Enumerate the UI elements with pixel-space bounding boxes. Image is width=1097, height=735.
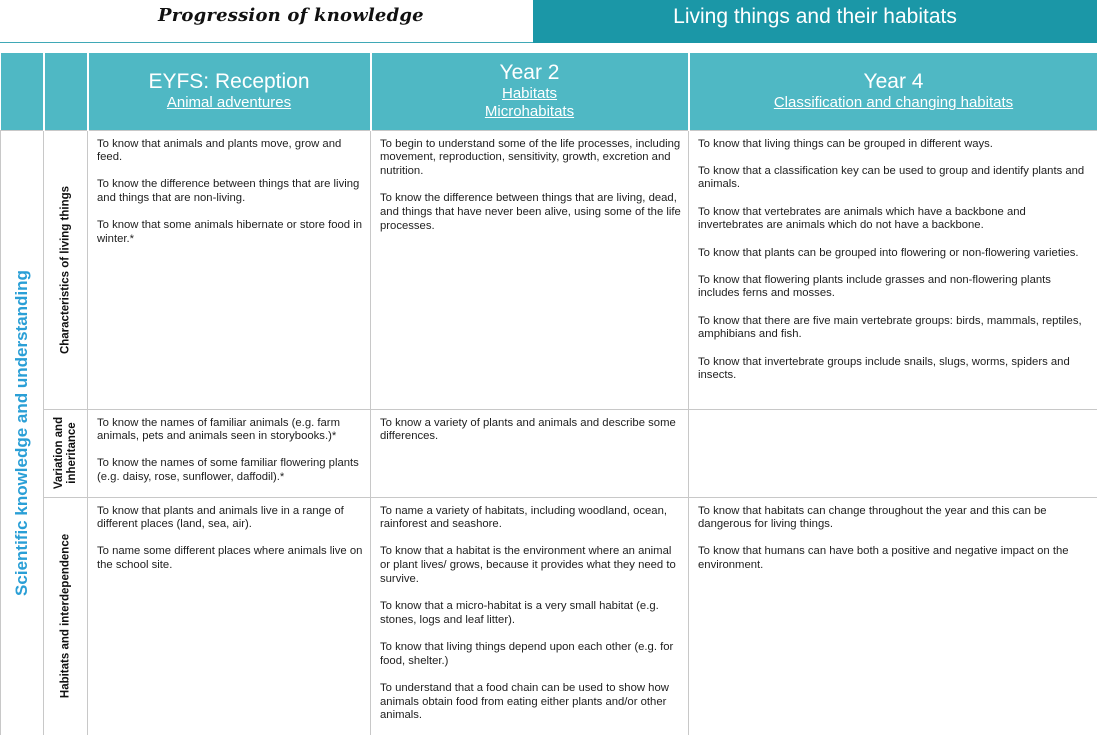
row-label-line: inheritance	[65, 422, 78, 484]
row-label	[53, 417, 79, 489]
knowledge-item: To know that living things can be grouped in different ways.	[698, 137, 993, 150]
knowledge-item: To name some different places where animals live on the school site.	[97, 545, 363, 572]
knowledge-item: To know the names of some familiar flowering plants (e.g. daisy, rose, sunflower, daffodil).*	[97, 457, 359, 484]
content-cell	[88, 409, 371, 497]
row-label-cell	[44, 409, 88, 497]
column-header-eyfs	[88, 53, 371, 130]
knowledge-item: To know that plants can be grouped into flowering or non-flowering varieties.	[698, 246, 1079, 259]
content-cell	[88, 497, 371, 735]
progression-title: Progression of knowledge	[158, 5, 424, 26]
content-cell	[689, 497, 1097, 735]
header-row	[1, 53, 1097, 130]
knowledge-item: To begin to understand some of the life processes, including movement, reproduction, sensitivity, growth, excretion and nutrition.	[380, 137, 681, 177]
column-year: EYFS: Reception	[148, 70, 310, 94]
row-variation	[1, 409, 1097, 497]
knowledge-item: To know the difference between things that are living, dead, and things that have never been alive, using some of the life processes.	[380, 192, 681, 232]
knowledge-item: To know that a habitat is the environment where an animal or plant lives/ grows, because it provides what they need to survive.	[380, 545, 676, 585]
row-label-cell	[44, 497, 88, 735]
content-cell	[371, 409, 689, 497]
column-header-year4	[689, 53, 1097, 130]
content-cell	[88, 130, 371, 409]
knowledge-item: To know that living things depend upon each other (e.g. for food, shelter.)	[380, 640, 674, 667]
knowledge-item: To know a variety of plants and animals and describe some differences.	[380, 416, 676, 443]
row-habitats	[1, 497, 1097, 735]
content-cell	[689, 130, 1097, 409]
knowledge-item: To know that plants and animals live in a range of different places (land, sea, air).	[97, 504, 344, 531]
row-label: Characteristics of living things	[59, 185, 71, 354]
knowledge-item: To know that some animals hibernate or store food in winter.*	[97, 219, 362, 246]
knowledge-item: To know that invertebrate groups include snails, slugs, worms, spiders and insects.	[698, 355, 1070, 382]
header-right-panel	[533, 0, 1097, 43]
header-left-panel	[0, 0, 533, 43]
content-cell	[371, 130, 689, 409]
knowledge-item: To know that there are five main vertebrate groups: birds, mammals, reptiles, amphibians and fish.	[698, 314, 1082, 341]
empty-content-cell	[689, 409, 1097, 497]
knowledge-item: To know that vertebrates are animals which have a backbone and invertebrates are animals which do not have a backbone.	[698, 205, 1026, 232]
topic-link[interactable]: Animal adventures	[166, 94, 292, 112]
side-label: Scientific knowledge and understanding	[12, 269, 31, 596]
column-year: Year 4	[863, 70, 924, 94]
topic-link[interactable]: Classification and changing habitats	[773, 94, 1014, 112]
column-header-year2	[371, 53, 689, 130]
corner-cell-2	[44, 53, 88, 130]
knowledge-item: To know that animals and plants move, grow and feed.	[97, 137, 342, 164]
knowledge-item: To know that flowering plants include grasses and non-flowering plants includes ferns and mosses.	[698, 273, 1051, 300]
knowledge-item: To know the names of familiar animals (e.g. farm animals, pets and animals seen in storybooks.)*	[97, 416, 340, 443]
row-label-line: Variation and	[52, 416, 65, 490]
progression-table	[0, 53, 1097, 735]
corner-cell	[1, 53, 44, 130]
page-header	[0, 0, 1097, 43]
knowledge-item: To know that a classification key can be used to group and identify plants and animals.	[698, 164, 1085, 191]
topic-link[interactable]: Habitats	[501, 85, 558, 103]
topic-link[interactable]: Microhabitats	[484, 103, 575, 121]
topic-title: Living things and their habitats	[673, 5, 957, 28]
knowledge-item: To name a variety of habitats, including woodland, ocean, rainforest and seashore.	[380, 504, 667, 531]
row-characteristics	[1, 130, 1097, 409]
row-label: Habitats and interdependence	[59, 533, 71, 699]
knowledge-item: To know that humans can have both a positive and negative impact on the environment.	[698, 545, 1069, 572]
knowledge-item: To know that habitats can change throughout the year and this can be dangerous for living things.	[698, 504, 1047, 531]
knowledge-item: To understand that a food chain can be used to show how animals obtain food from eating either plants and/or other animals.	[380, 681, 669, 722]
side-label-cell	[1, 130, 44, 735]
knowledge-item: To know that a micro-habitat is a very small habitat (e.g. stones, logs and leaf litter).	[380, 600, 659, 626]
knowledge-item: To know the difference between things that are living and things that are non-living.	[97, 178, 360, 205]
column-year: Year 2	[499, 61, 560, 85]
row-label-cell	[44, 130, 88, 409]
content-cell	[371, 497, 689, 735]
